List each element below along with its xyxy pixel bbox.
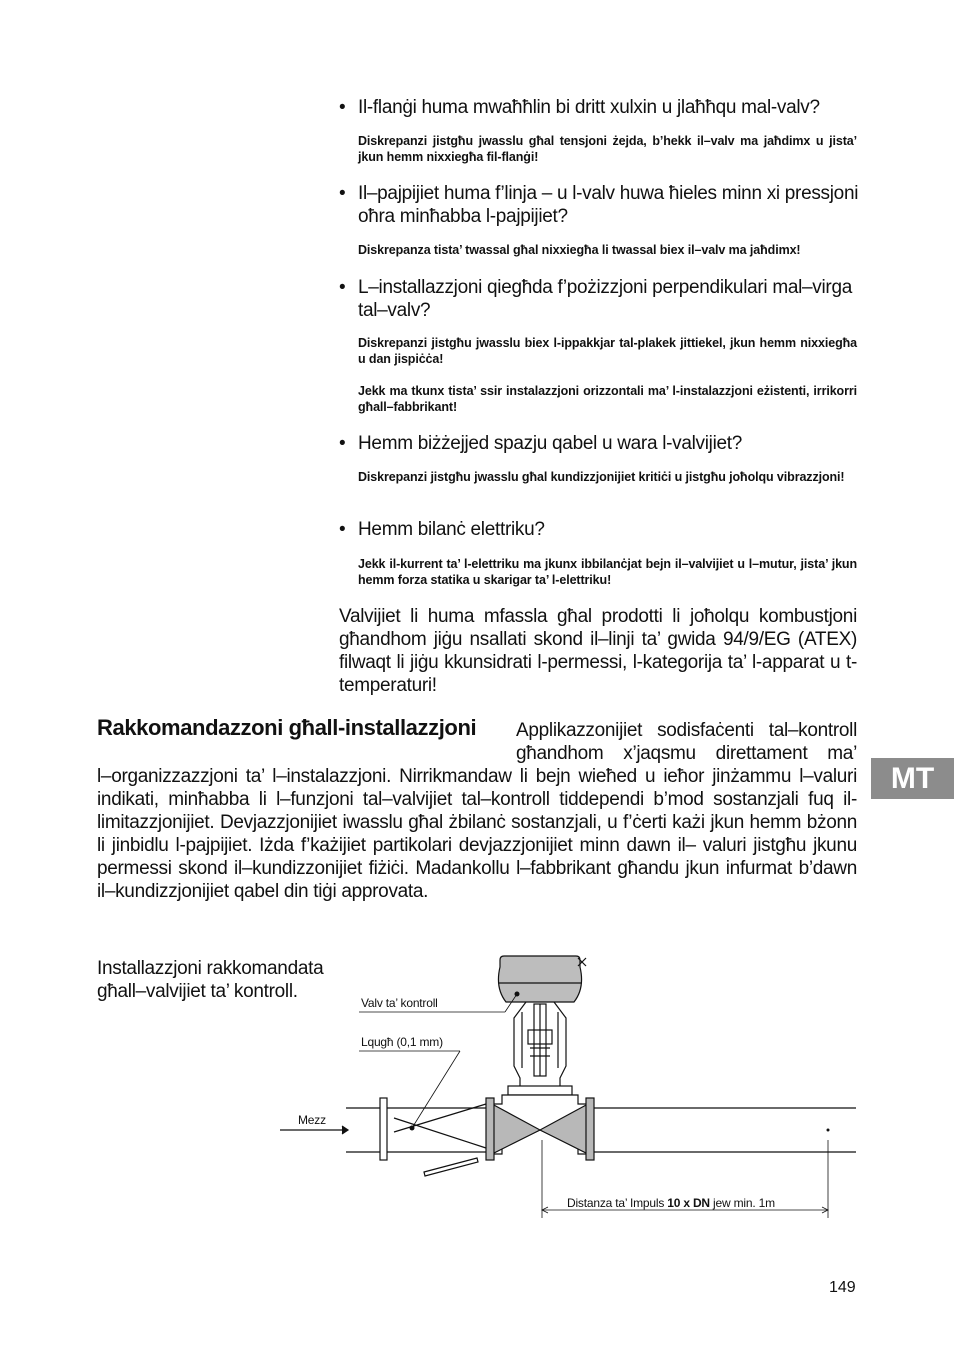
bullet: • bbox=[339, 183, 346, 204]
impulse-distance-prefix: Distanza ta’ Impuls bbox=[567, 1196, 665, 1210]
page-number: 149 bbox=[829, 1279, 856, 1296]
label-impulse-distance bbox=[567, 1196, 775, 1210]
label-gap: Lqugħ (0,1 mm) bbox=[361, 1035, 443, 1049]
section-body: l–organizzazzjoni ta’ l–instalazzjoni. Nirrikmandaw li bejn wieħed u ieħor jinżammu l–valuri indikati, minħabba li l–funzjoni tal–valvijiet tal–kontroll tiddependi b’mod sostanzjali fuq il-limitazzjonijiet. Devjazzjonijiet iwasslu għal żbilanċ sostanzjali, u f’ċerti każi jkun hemm bżonn li jinbidlu l-pajpijiet. Iżda f’każijiet partikolari devjazzjonijiet minn dawn il– valuri jistgħu jkunu permessi skond il–kundizzonijiet fiżiċi. Madankollu l–fabbrikant għandu jkun infurmat b’dawn il–kundizzjonijiet qabel din tiġi approvata. bbox=[97, 766, 857, 902]
section-lead-line-1: Applikazzonijiet sodisfaċenti tal–kontroll bbox=[516, 720, 857, 741]
section-lead-line-2: għandhom x’jaqsmu direttament ma’ bbox=[516, 743, 857, 764]
label-medium: Mezz bbox=[298, 1113, 326, 1127]
language-tab: MT bbox=[871, 758, 954, 799]
question-text: Hemm biżżejjed spazju qabel u wara l-valvijiet? bbox=[358, 433, 743, 454]
question-3-note-1: Diskrepanzi jistgħu jwasslu biex l-ippakkjar tal-plakek jittiekel, jkun hemm nixxiegħa u dan jispiċċa! bbox=[358, 336, 857, 366]
bullet: • bbox=[339, 519, 346, 540]
question-text: Il–pajpijiet huma f’linja – u l-valv huwa ħieles minn xi pressjoni oħra minħabba l-pajpijiet? bbox=[358, 183, 859, 227]
bullet: • bbox=[339, 277, 346, 298]
question-5-note: Jekk il-kurrent ta’ l-elettriku ma jkunx ibbilanċjat bejn il–valvijiet u l–mutur, jista’ jkun hemm forza statika u skarigar ta’ l-elettriku! bbox=[358, 557, 857, 587]
question-text: Il-flanġi huma mwaħħlin bi dritt xulxin u jlaħħqu mal-valv? bbox=[358, 97, 820, 118]
question-1-note: Diskrepanzi jistgħu jwasslu għal tensjoni żejda, b’hekk il–valv ma jaħdimx u jista’ jkun hemm nixxiegħa fil-flanġi! bbox=[358, 134, 857, 164]
figure-caption-line-2: għall–valvijiet ta’ kontroll. bbox=[97, 981, 298, 1002]
question-text: Hemm bilanċ elettriku? bbox=[358, 519, 545, 540]
label-control-valve: Valv ta’ kontroll bbox=[361, 996, 438, 1010]
impulse-distance-suffix: jew min. 1m bbox=[713, 1196, 775, 1210]
question-3-note-2: Jekk ma tkunx tista’ ssir instalazzjoni orizzontali ma’ l-instalazzjoni eżistenti, irrikorri għall–fabbrikant! bbox=[358, 384, 857, 414]
section-heading: Rakkomandazzoni għall-installazzjoni bbox=[97, 715, 477, 740]
question-4-note: Diskrepanzi jistgħu jwasslu għal kundizzjonijiet kritiċi u jistgħu joħolqu vibrazzjoni! bbox=[358, 470, 845, 484]
misaligned-gasket bbox=[394, 1104, 486, 1176]
actuator-housing bbox=[498, 956, 581, 1002]
atex-paragraph: Valvijiet li huma mfassla għal prodotti li joħolqu kombustjoni għandhom jiġu nsallati skond il–linji ta’ gwida 94/9/EG (ATEX) filwaqt li jiġu kkunsidrati l-permessi, l-kategorija ta’ l-apparat u t-temperaturi! bbox=[339, 606, 857, 696]
figure-caption-line-1: Installazzjoni rakkomandata bbox=[97, 958, 324, 979]
question-2-note: Diskrepanza tista’ twassal għal nixxiegħa li twassal biex il–valv ma jaħdimx! bbox=[358, 243, 801, 257]
impulse-distance-bold: 10 x DN bbox=[667, 1196, 710, 1210]
left-flange bbox=[380, 1098, 387, 1160]
bullet: • bbox=[339, 433, 346, 454]
bullet: • bbox=[339, 97, 346, 118]
question-text: L–installazzjoni qiegħda f’pożizzjoni perpendikulari mal–virga tal–valv? bbox=[358, 277, 852, 321]
